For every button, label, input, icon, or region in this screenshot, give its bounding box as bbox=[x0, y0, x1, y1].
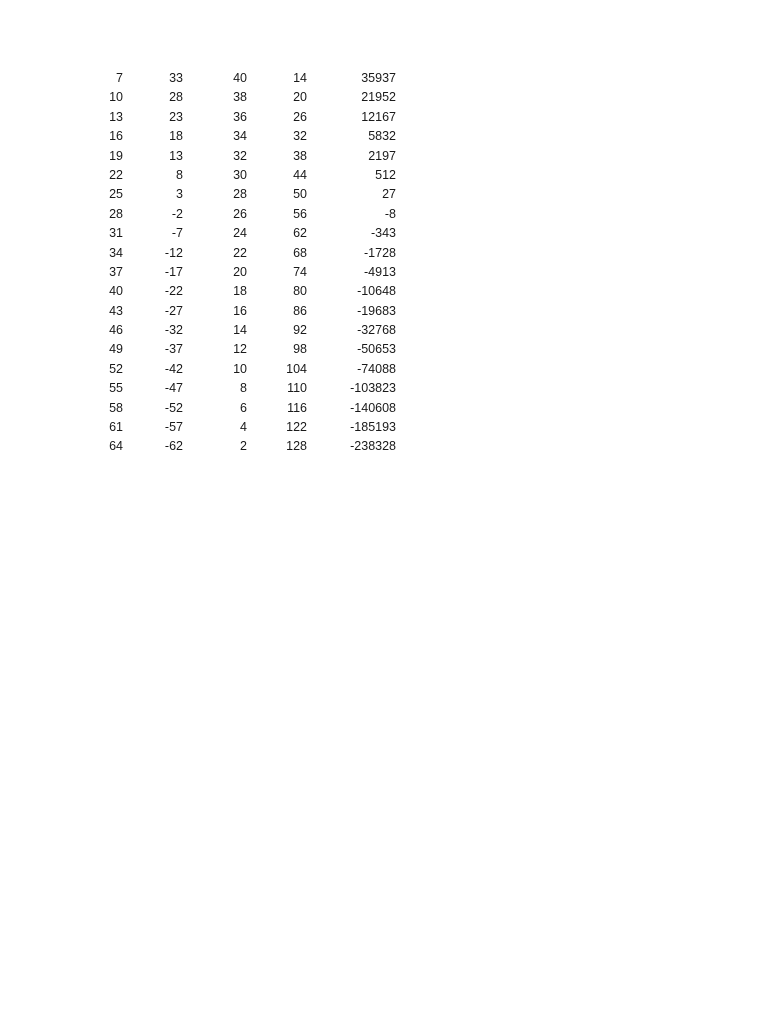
table-row bbox=[0, 127, 768, 146]
table-cell: 22 bbox=[109, 167, 123, 182]
table-cell: 13 bbox=[169, 148, 183, 163]
table-cell: -42 bbox=[164, 361, 183, 376]
table-cell: 38 bbox=[293, 148, 307, 163]
table-cell: 64 bbox=[109, 439, 123, 454]
table-cell: 33 bbox=[169, 71, 183, 85]
table-row bbox=[0, 360, 768, 379]
table-cell: 36 bbox=[233, 109, 247, 124]
table-cell: 110 bbox=[287, 381, 307, 396]
table-cell: -12 bbox=[164, 245, 183, 260]
table-cell: 19 bbox=[109, 148, 123, 163]
table-cell: 55 bbox=[109, 381, 123, 396]
table-row bbox=[0, 147, 768, 166]
table-cell: 37 bbox=[109, 264, 123, 279]
table-cell: 32 bbox=[233, 148, 247, 163]
table-cell: 46 bbox=[109, 323, 123, 338]
table-cell: 10 bbox=[109, 90, 123, 105]
table-cell: 8 bbox=[176, 167, 183, 182]
table-cell: 38 bbox=[233, 90, 247, 105]
table-row bbox=[0, 244, 768, 263]
table-cell: 34 bbox=[109, 245, 123, 260]
table-cell: 32 bbox=[293, 129, 307, 144]
table-cell: 34 bbox=[233, 129, 247, 144]
table-cell: -17 bbox=[164, 264, 183, 279]
table-cell: -140608 bbox=[350, 400, 396, 415]
table-cell: 2 bbox=[240, 439, 247, 454]
table-cell: -22 bbox=[164, 284, 183, 299]
table-row bbox=[0, 282, 768, 301]
table-row bbox=[0, 379, 768, 398]
table-cell: 92 bbox=[293, 323, 307, 338]
table-row bbox=[0, 69, 768, 88]
table-cell: -50653 bbox=[357, 342, 396, 357]
table-cell: 14 bbox=[233, 323, 247, 338]
table-cell: 18 bbox=[169, 129, 183, 144]
table-cell: 52 bbox=[109, 361, 123, 376]
table-cell: 8 bbox=[240, 381, 247, 396]
table-cell: 43 bbox=[109, 303, 123, 318]
table-cell: 98 bbox=[293, 342, 307, 357]
table-row bbox=[0, 224, 768, 243]
table-cell: 5832 bbox=[368, 129, 396, 144]
table-cell: 14 bbox=[293, 71, 307, 85]
table-cell: -10648 bbox=[357, 284, 396, 299]
table-cell: -32768 bbox=[357, 323, 396, 338]
table-cell: 74 bbox=[293, 264, 307, 279]
table-cell: -1728 bbox=[364, 245, 396, 260]
table-cell: 27 bbox=[382, 187, 396, 202]
table-row bbox=[0, 166, 768, 185]
table-cell: 44 bbox=[293, 167, 307, 182]
table-cell: 26 bbox=[233, 206, 247, 221]
table-cell: 7 bbox=[116, 71, 123, 85]
table-cell: 104 bbox=[286, 361, 307, 376]
table-row bbox=[0, 302, 768, 321]
table-cell: 35937 bbox=[361, 71, 396, 85]
table-cell: 30 bbox=[233, 167, 247, 182]
table-cell: 61 bbox=[109, 420, 123, 435]
table-cell: 56 bbox=[293, 206, 307, 221]
table-cell: -27 bbox=[164, 303, 183, 318]
table-cell: 16 bbox=[109, 129, 123, 144]
table-cell: 116 bbox=[287, 400, 307, 415]
table-cell: -7 bbox=[171, 226, 183, 241]
table-cell: 40 bbox=[233, 71, 247, 85]
table-row bbox=[0, 418, 768, 437]
table-cell: 122 bbox=[286, 420, 307, 435]
table-cell: 3 bbox=[176, 187, 183, 202]
table-cell: 28 bbox=[109, 206, 123, 221]
table-cell: -37 bbox=[164, 342, 183, 357]
table-row bbox=[0, 437, 768, 456]
table-cell: 80 bbox=[293, 284, 307, 299]
table-cell: 2197 bbox=[368, 148, 396, 163]
table-row bbox=[0, 321, 768, 340]
table-row bbox=[0, 185, 768, 204]
table-cell: 40 bbox=[109, 284, 123, 299]
table-row bbox=[0, 399, 768, 418]
table-cell: -19683 bbox=[357, 303, 396, 318]
table-cell: 49 bbox=[109, 342, 123, 357]
table-cell: 62 bbox=[293, 226, 307, 241]
table-cell: 26 bbox=[293, 109, 307, 124]
table-cell: 10 bbox=[233, 361, 247, 376]
table-cell: -2 bbox=[171, 206, 183, 221]
table-cell: -52 bbox=[164, 400, 183, 415]
table-cell: 58 bbox=[109, 400, 123, 415]
table-cell: 4 bbox=[240, 420, 247, 435]
data-table bbox=[0, 69, 768, 457]
table-cell: 20 bbox=[293, 90, 307, 105]
table-cell: 25 bbox=[109, 187, 123, 202]
table-cell: 16 bbox=[233, 303, 247, 318]
table-cell: -343 bbox=[370, 226, 396, 241]
table-cell: 12167 bbox=[361, 109, 396, 124]
table-cell: 6 bbox=[240, 400, 247, 415]
table-cell: 28 bbox=[233, 187, 247, 202]
table-row bbox=[0, 108, 768, 127]
table-row bbox=[0, 205, 768, 224]
table-cell: -4913 bbox=[364, 264, 396, 279]
table-row bbox=[0, 88, 768, 107]
table-cell: -8 bbox=[384, 206, 396, 221]
table-cell: 21952 bbox=[361, 90, 396, 105]
table-cell: -185193 bbox=[350, 420, 396, 435]
table-cell: 22 bbox=[233, 245, 247, 260]
table-cell: 28 bbox=[169, 90, 183, 105]
table-cell: 20 bbox=[233, 264, 247, 279]
table-cell: -74088 bbox=[357, 361, 396, 376]
table-row bbox=[0, 340, 768, 359]
table-row bbox=[0, 263, 768, 282]
table-cell: -57 bbox=[164, 420, 183, 435]
table-cell: 23 bbox=[169, 109, 183, 124]
table-cell: -62 bbox=[164, 439, 183, 454]
table-cell: -32 bbox=[164, 323, 183, 338]
table-cell: 68 bbox=[293, 245, 307, 260]
table-cell: 24 bbox=[233, 226, 247, 241]
table-cell: 12 bbox=[233, 342, 247, 357]
table-cell: -103823 bbox=[350, 381, 396, 396]
table-cell: 50 bbox=[293, 187, 307, 202]
table-cell: 86 bbox=[293, 303, 307, 318]
table-cell: 18 bbox=[233, 284, 247, 299]
table-cell: -47 bbox=[164, 381, 183, 396]
table-cell: 128 bbox=[286, 439, 307, 454]
table-cell: -238328 bbox=[350, 439, 396, 454]
table-cell: 31 bbox=[109, 226, 123, 241]
table-cell: 512 bbox=[375, 167, 396, 182]
table-cell: 13 bbox=[109, 109, 123, 124]
